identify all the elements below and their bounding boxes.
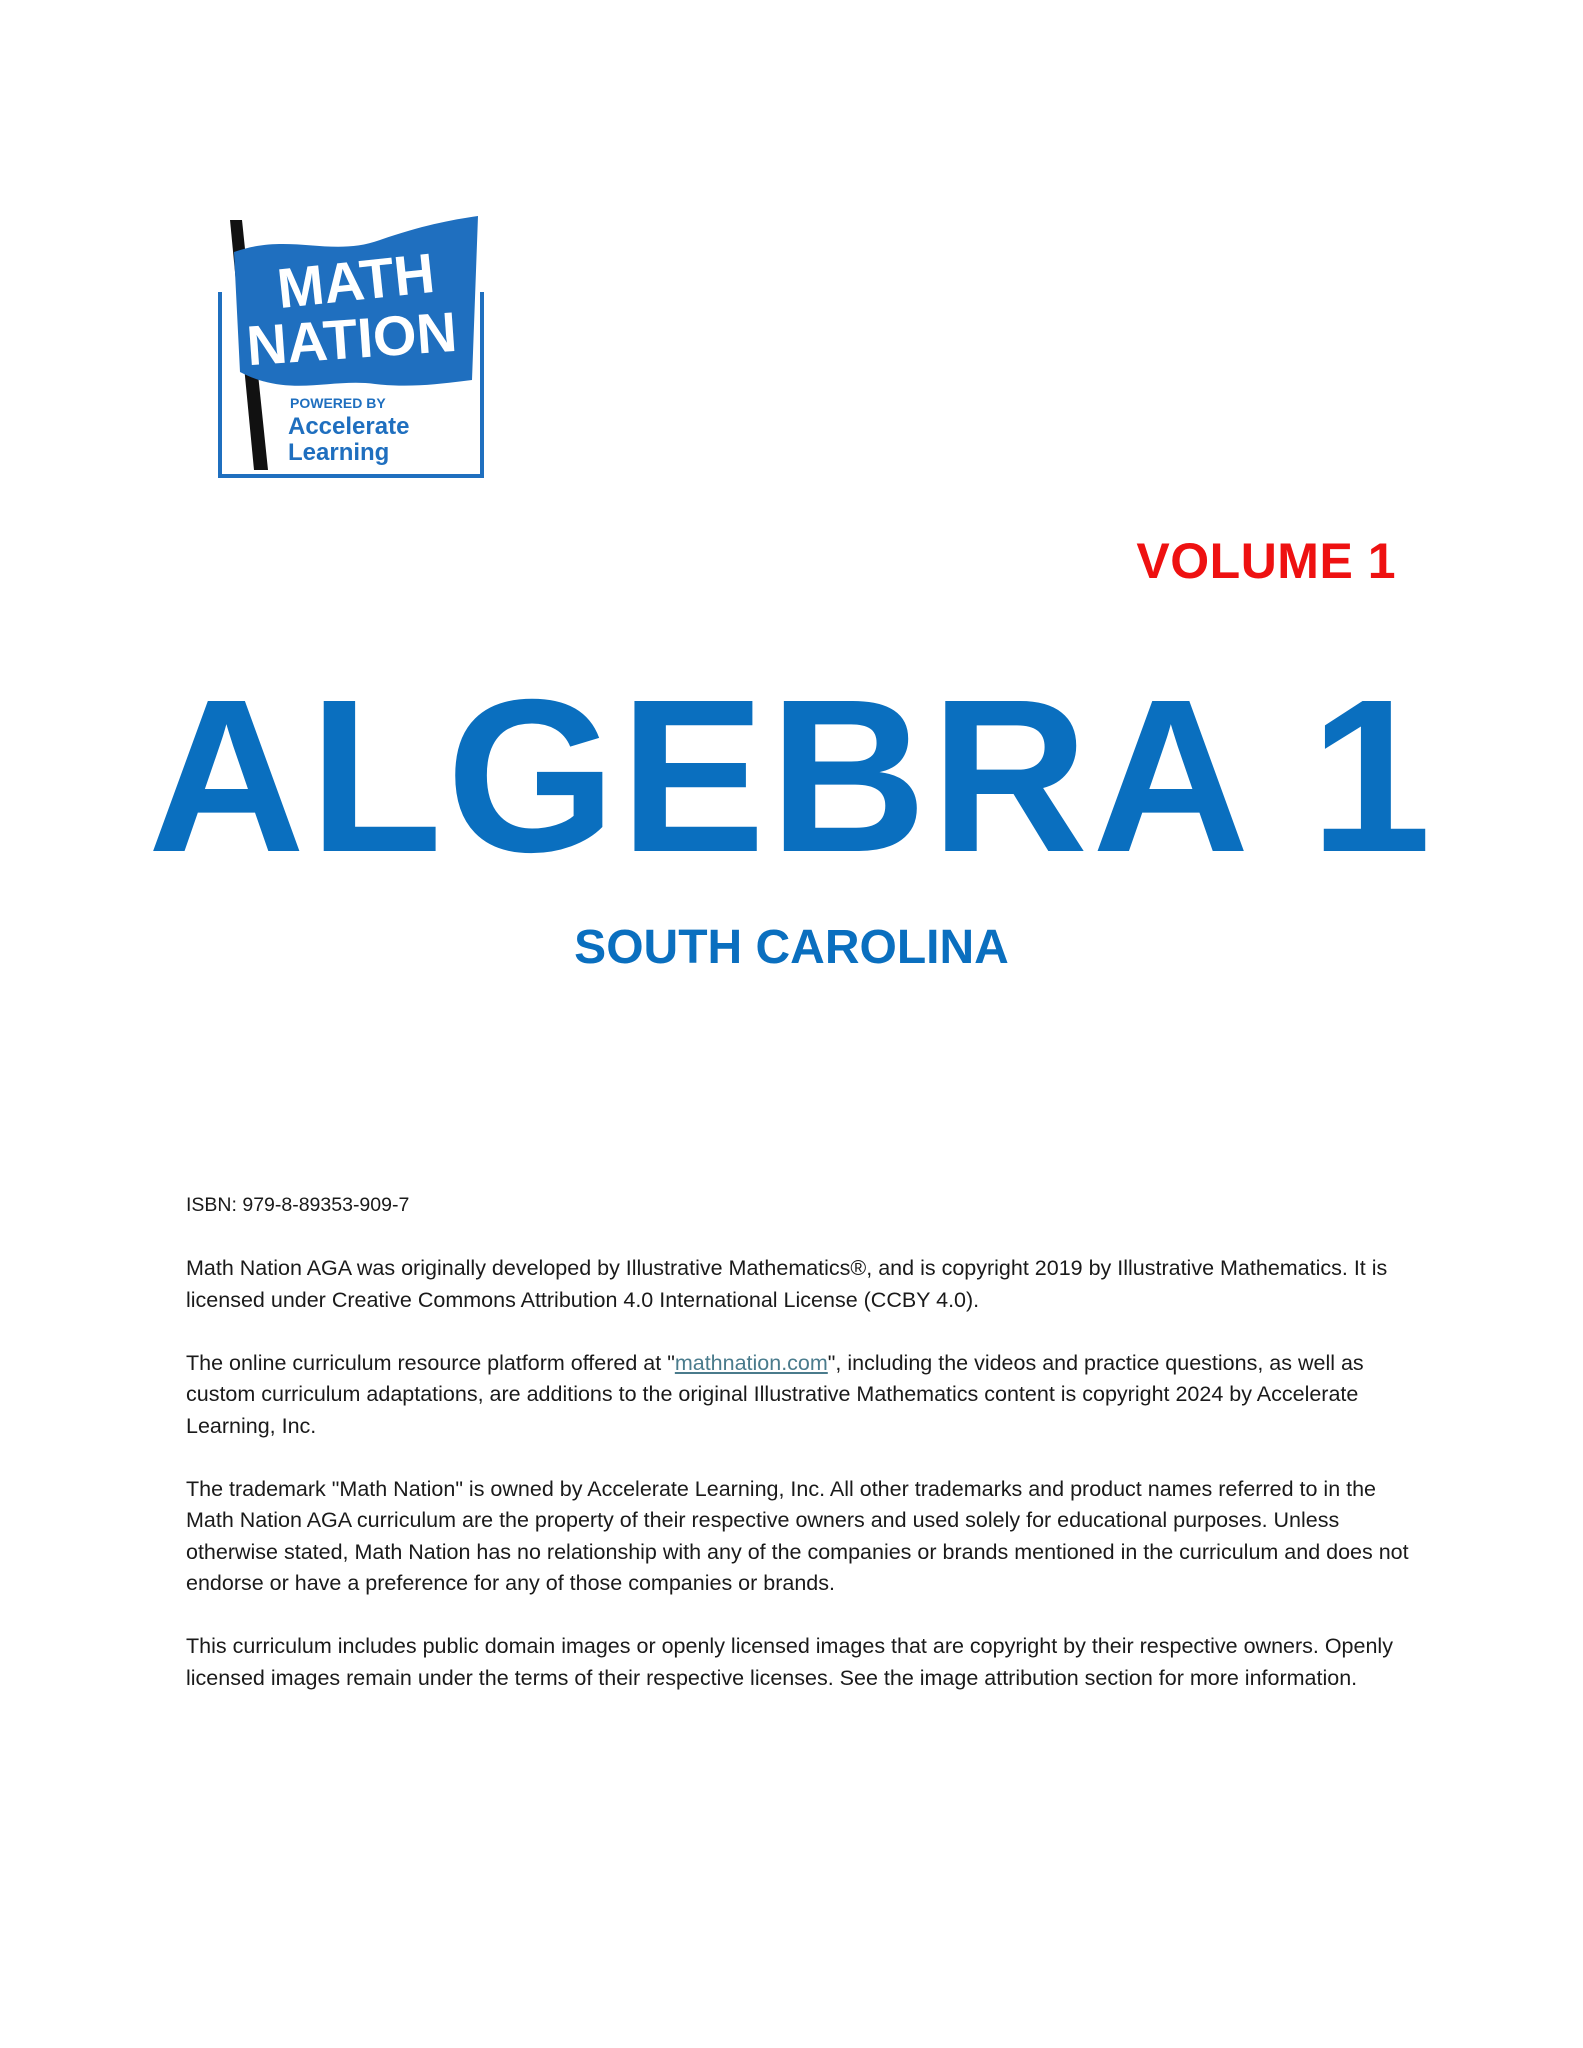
mathnation-link[interactable]: mathnation.com — [674, 1350, 828, 1375]
license-paragraph: Math Nation AGA was originally developed by Illustrative Mathematics®, and is copyright 2019 by Illustrative Mathematics. It is licensed under Creative Commons Attribution 4.0 International License (CCBY 4.0). — [186, 1256, 1388, 1312]
platform-paragraph — [186, 1348, 1416, 1443]
trademark-paragraph: The trademark "Math Nation" is owned by Accelerate Learning, Inc. All other trademarks and product names referred to in the Math Nation AGA curriculum are the property of their respective owners and used solely for educational purposes. Unless otherwise stated, Math Nation has no relationship with any of the companies or brands mentioned in the curriculum and does not endorse or have a preference for any of those companies or brands. — [186, 1476, 1409, 1595]
logo-text-nation: NATION — [244, 299, 459, 378]
images-paragraph: This curriculum includes public domain images or openly licensed images that are copyright by their respective owners. Openly licensed images remain under the terms of their respective licenses. See the image attribution section for more information. — [186, 1634, 1393, 1690]
logo-brand-learning: Learning — [288, 439, 390, 466]
logo-brand-accelerate: Accelerate — [288, 413, 410, 440]
logo-powered-by: POWERED BY — [290, 395, 386, 411]
platform-text-before: The online curriculum resource platform offered at " — [186, 1350, 675, 1375]
volume-label: VOLUME 1 — [1136, 533, 1396, 589]
logo-text-math: MATH — [274, 240, 438, 321]
math-nation-logo — [210, 212, 494, 482]
book-title: ALGEBRA 1 — [147, 655, 1436, 898]
book-subtitle: SOUTH CAROLINA — [574, 921, 1009, 974]
flag-logo-icon — [210, 212, 494, 482]
platform-text-after: ", including the videos and practice questions, as well as custom curriculum adaptations, are additions to the original Illustrative Mathematics content is copyright 2024 by Accelerate Learning, Inc. — [186, 1350, 1364, 1438]
legal-notice — [186, 1190, 1416, 1726]
isbn: ISBN: 979-8-89353-909-7 — [186, 1194, 410, 1216]
